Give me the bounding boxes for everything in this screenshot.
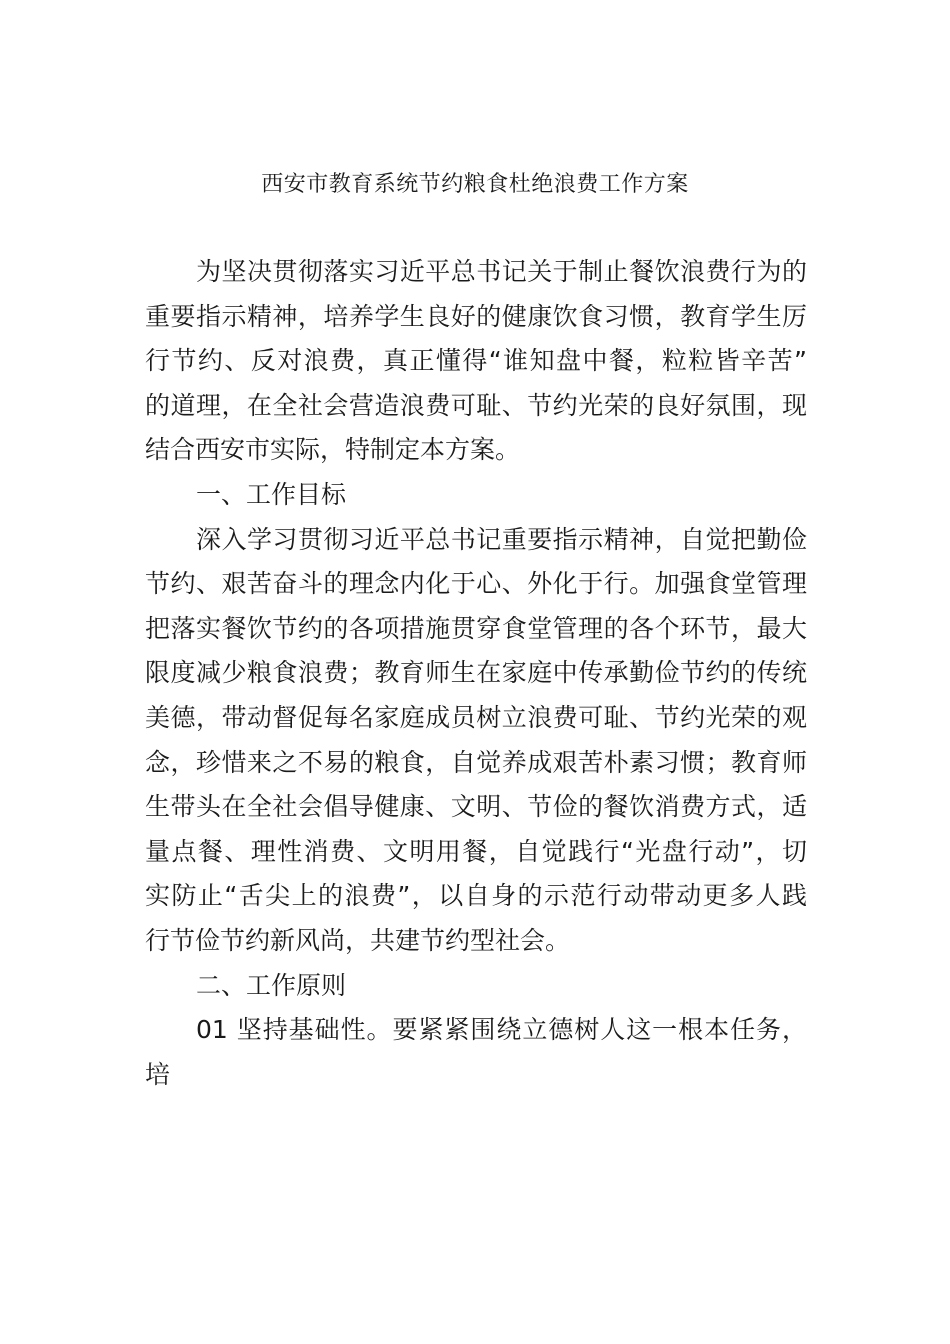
text-line: 行节约、反对浪费，真正懂得“谁知盘中餐，粒粒皆辛苦” [145,346,807,376]
text-line: 为坚决贯彻落实习近平总书记关于制止餐饮浪费行为的 [196,257,807,286]
text-line: 生带头在全社会倡导健康、文明、节俭的餐饮消费方式，适 [145,792,807,822]
text-line: 01 坚持基础性。要紧紧围绕立德树人这一根本任务， [196,1015,807,1045]
text-line: 深入学习贯彻习近平总书记重要指示精神，自觉把勤俭 [196,524,807,554]
text-line: 念，珍惜来之不易的粮食，自觉养成艰苦朴素习惯；教育师 [145,747,807,777]
document-title: 西安市教育系统节约粮食杜绝浪费工作方案 [261,172,689,197]
text-line: 节约、艰苦奋斗的理念内化于心、外化于行。加强食堂管理 [145,569,807,599]
text-line: 量点餐、理性消费、文明用餐，自觉践行“光盘行动”，切 [145,836,807,866]
text-line: 美德，带动督促每名家庭成员树立浪费可耻、节约光荣的观 [145,702,807,732]
document-body [145,250,807,1097]
text-line: 限度减少粮食浪费；教育师生在家庭中传承勤俭节约的传统 [145,658,807,688]
text-line: 实防止“舌尖上的浪费”，以自身的示范行动带动更多人践 [145,881,807,911]
text-line: 重要指示精神，培养学生良好的健康饮食习惯，教育学生厉 [145,301,807,331]
text-line: 二、工作原则 [196,970,347,1000]
text-line: 一、工作目标 [196,479,347,509]
text-line: 培 [145,1059,171,1089]
text-line: 的道理，在全社会营造浪费可耻、节约光荣的良好氛围，现 [145,390,807,420]
text-line: 结合西安市实际，特制定本方案。 [145,435,521,465]
text-line: 行节俭节约新风尚，共建节约型社会。 [145,925,571,955]
text-line: 把落实餐饮节约的各项措施贯穿食堂管理的各个环节，最大 [145,613,807,643]
